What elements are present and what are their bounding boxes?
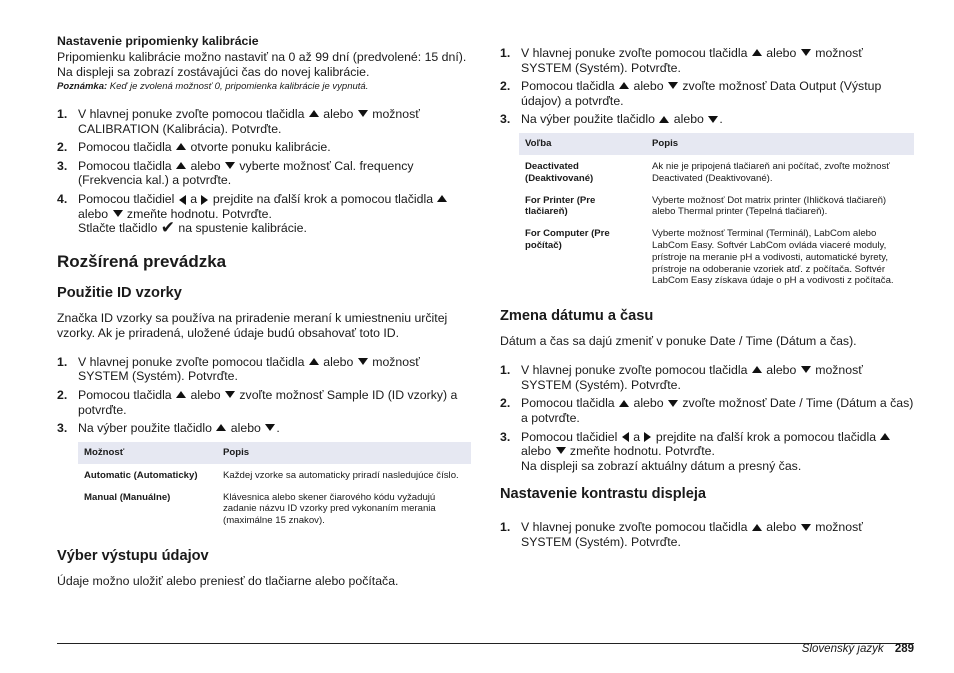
list-item [500, 363, 914, 392]
table-cell: Klávesnica alebo skener čiarového kódu vyžadujú zadanie názvu ID vzorky pred vykonaním merania (maximálne 15 znakov). [223, 491, 436, 527]
list-item [57, 421, 471, 436]
step-text: možnosť SYSTEM (Systém). Potvrďte. [521, 46, 863, 75]
table-cell: Vyberte možnosť Dot matrix printer (Ihličková tlačiareň) alebo Thermal printer (Tepelná tlačiareň). [652, 194, 887, 218]
list-item [57, 192, 471, 236]
step-text: na spustenie kalibrácie. [174, 221, 307, 236]
step-number: 4. [57, 191, 68, 206]
step-text: a [186, 191, 201, 206]
arrow-up-icon [752, 366, 762, 373]
arrow-down-icon [668, 400, 678, 407]
page-footer [802, 643, 914, 655]
step-text: alebo [762, 46, 800, 60]
list-item [500, 520, 914, 549]
arrow-up-icon [176, 391, 186, 398]
list-item [57, 159, 471, 188]
column-header: Popis [217, 442, 471, 464]
list-item [57, 388, 471, 417]
right-column [500, 46, 914, 553]
step-text: zvoľte možnosť Data Output (Výstup údajov) a potvrďte. [521, 79, 882, 108]
step-number: 3. [500, 112, 511, 127]
step-text: Pomocou tlačidla [78, 158, 176, 173]
note-label: Poznámka: [57, 81, 108, 92]
table-header [519, 133, 914, 155]
arrow-down-icon [708, 116, 718, 123]
date-time-steps [500, 363, 914, 473]
checkmark-icon: ✔ [160, 218, 175, 238]
step-number: 1. [57, 107, 68, 121]
step-text: alebo [762, 520, 800, 535]
left-column [57, 34, 471, 589]
calibration-reminder-intro: Pripomienku kalibrácie možno nastaviť na 0 až 99 dní (predvolené: 15 dní). Na displeji sa zobrazí zostávajúci čas do novej kalibrácie. [57, 50, 467, 79]
arrow-up-icon [437, 195, 447, 202]
arrow-up-icon [752, 49, 762, 56]
note [57, 81, 471, 93]
step-text: zmeňte hodnotu. Potvrďte. [566, 444, 715, 459]
step-text: možnosť CALIBRATION (Kalibrácia). Potvrďte. [78, 107, 420, 136]
step-text: zmeňte hodnotu. Potvrďte. [123, 206, 272, 221]
arrow-down-icon [556, 447, 566, 454]
step-text: Pomocou tlačidla [521, 396, 619, 411]
table-row [519, 222, 914, 291]
calibration-reminder-title: Nastavenie pripomienky kalibrácie [57, 34, 259, 48]
list-item [57, 355, 471, 384]
sample-id-steps [57, 355, 471, 436]
step-text: prejdite na ďalší krok a pomocou tlačidla [209, 191, 437, 206]
step-text: alebo [630, 396, 667, 411]
data-output-table [519, 133, 914, 291]
sample-id-intro: Značka ID vzorky sa používa na priradenie meraní k umiestneniu určitej vzorky. Ak je priradená, uložené údaje budú obsahovať toto ID. [57, 310, 448, 340]
arrow-down-icon [265, 424, 275, 431]
table-cell: Deactivated (Deaktivované) [525, 160, 594, 184]
step-number: 3. [500, 429, 511, 444]
step-text: Pomocou tlačidiel [521, 429, 621, 444]
footer-language: Slovenský jazyk [801, 643, 884, 655]
list-item [500, 112, 914, 127]
data-output-steps [500, 46, 914, 127]
step-text: . [719, 112, 723, 127]
table-cell: Ak nie je pripojená tlačiareň ani počítač, zvoľte možnosť Deactivated (Deaktivované). [652, 160, 890, 184]
step-text: alebo [630, 79, 667, 94]
list-item [57, 107, 471, 136]
list-item [500, 430, 914, 474]
step-text: alebo [227, 421, 265, 436]
arrow-up-icon [619, 82, 629, 89]
step-text: alebo [78, 206, 112, 221]
step-text: Pomocou tlačidla [521, 79, 619, 94]
arrow-down-icon [113, 210, 123, 217]
table-row [78, 486, 471, 531]
list-item [57, 140, 471, 155]
table-cell: For Printer (Pre tlačiareň) [525, 194, 596, 218]
display-contrast-steps [500, 520, 914, 549]
arrow-up-icon [752, 524, 762, 531]
arrow-down-icon [668, 82, 678, 89]
table-cell: Automatic (Automaticky) [84, 469, 198, 481]
display-contrast-title: Nastavenie kontrastu displeja [500, 486, 707, 503]
step-text: Pomocou tlačidiel [78, 191, 178, 206]
step-number: 1. [500, 363, 511, 378]
arrow-up-icon [176, 162, 186, 169]
step-text: otvorte ponuku kalibrácie. [187, 140, 331, 155]
table-cell: Manual (Manuálne) [84, 491, 171, 503]
step-text: alebo [319, 354, 357, 369]
step-text: možnosť SYSTEM (Systém). Potvrďte. [521, 520, 863, 549]
column-header: Voľba [519, 133, 646, 155]
arrow-right-icon [201, 195, 208, 205]
step-text: Na displeji sa zobrazí aktuálny dátum a presný čas. [521, 458, 802, 473]
step-text: Pomocou tlačidla [78, 387, 176, 402]
step-text: alebo [319, 107, 357, 121]
step-text: alebo [670, 112, 708, 127]
step-text: V hlavnej ponuke zvoľte pomocou tlačidla [521, 363, 751, 378]
step-text: prejdite na ďalší krok a pomocou tlačidla [652, 429, 880, 444]
arrow-down-icon [801, 49, 811, 56]
step-text: Na výber použite tlačidlo [78, 421, 216, 436]
step-text: alebo [187, 158, 224, 173]
arrow-up-icon [176, 143, 186, 150]
sample-id-table [78, 442, 471, 531]
data-output-title: Výber výstupu údajov [57, 547, 209, 564]
step-text: možnosť SYSTEM (Systém). Potvrďte. [78, 354, 420, 384]
step-text: V hlavnej ponuke zvoľte pomocou tlačidla [521, 46, 751, 60]
table-cell: Každej vzorke sa automaticky priradí nasledujúce číslo. [223, 469, 459, 481]
column-header: Popis [646, 133, 914, 155]
step-text: . [276, 421, 280, 436]
sample-id-title: Použitie ID vzorky [57, 284, 182, 301]
arrow-down-icon [225, 162, 235, 169]
step-text: alebo [762, 363, 800, 378]
page-number: 289 [894, 643, 914, 655]
date-time-title: Zmena dátumu a času [500, 308, 654, 325]
arrow-up-icon [216, 424, 226, 431]
table-header [78, 442, 471, 464]
arrow-down-icon [358, 110, 368, 117]
step-text: V hlavnej ponuke zvoľte pomocou tlačidla [78, 354, 308, 369]
table-row [78, 464, 471, 486]
arrow-up-icon [309, 110, 319, 117]
step-number: 2. [57, 140, 68, 155]
step-number: 2. [500, 79, 511, 94]
step-number: 1. [500, 520, 511, 535]
step-text: alebo [187, 387, 224, 402]
step-text: V hlavnej ponuke zvoľte pomocou tlačidla [521, 520, 751, 535]
arrow-left-icon [179, 195, 186, 205]
table-row [519, 155, 914, 189]
date-time-intro: Dátum a čas sa dajú zmeniť v ponuke Date / Time (Dátum a čas). [500, 334, 857, 349]
arrow-up-icon [880, 433, 890, 440]
calibration-steps [57, 107, 471, 236]
list-item [500, 46, 914, 75]
step-number: 3. [57, 158, 68, 173]
arrow-up-icon [309, 358, 319, 365]
table-row [519, 189, 914, 223]
arrow-up-icon [659, 116, 669, 123]
footer-divider [57, 643, 914, 644]
column-header: Možnosť [78, 442, 217, 464]
list-item [500, 79, 914, 108]
step-text: vyberte možnosť Cal. frequency (Frekvencia kal.) a potvrďte. [78, 158, 414, 188]
arrow-down-icon [801, 366, 811, 373]
arrow-left-icon [622, 432, 629, 442]
section-title-advanced: Rozšírená prevádzka [57, 251, 227, 271]
note-text: Keď je zvolená možnosť 0, pripomienka kalibrácie je vypnutá. [109, 81, 369, 92]
step-text: Pomocou tlačidla [78, 140, 176, 155]
arrow-right-icon [644, 432, 651, 442]
step-text: zvoľte možnosť Sample ID (ID vzorky) a potvrďte. [78, 387, 458, 417]
arrow-down-icon [358, 358, 368, 365]
step-text: V hlavnej ponuke zvoľte pomocou tlačidla [78, 107, 308, 121]
step-text: možnosť SYSTEM (Systém). Potvrďte. [521, 363, 863, 392]
step-number: 1. [57, 354, 68, 369]
step-text: Stlačte tlačidlo [78, 221, 161, 236]
table-cell: Vyberte možnosť Terminal (Terminál), LabCom alebo LabCom Easy. Softvér LabCom ovláda viaceré moduly, prístroje na meranie pH a vodivosti, automatické byrety, prístroje na odoberanie vzoriek atď. z počítača. Softvér LabCom Easy získava údaje o pH a vodivosti z počítača. [652, 228, 894, 287]
arrow-up-icon [619, 400, 629, 407]
step-text: Na výber použite tlačidlo [521, 112, 659, 127]
step-number: 2. [57, 387, 68, 402]
step-number: 1. [500, 46, 511, 60]
step-number: 2. [500, 396, 511, 411]
data-output-intro: Údaje možno uložiť alebo preniesť do tlačiarne alebo počítača. [57, 573, 399, 588]
arrow-down-icon [225, 391, 235, 398]
table-cell: For Computer (Pre počítač) [525, 228, 610, 251]
step-text: zvoľte možnosť Date / Time (Dátum a čas) a potvrďte. [521, 396, 914, 425]
step-number: 3. [57, 421, 68, 436]
arrow-down-icon [801, 524, 811, 531]
list-item [500, 396, 914, 425]
step-text: a [629, 429, 644, 444]
step-text: alebo [521, 444, 555, 459]
